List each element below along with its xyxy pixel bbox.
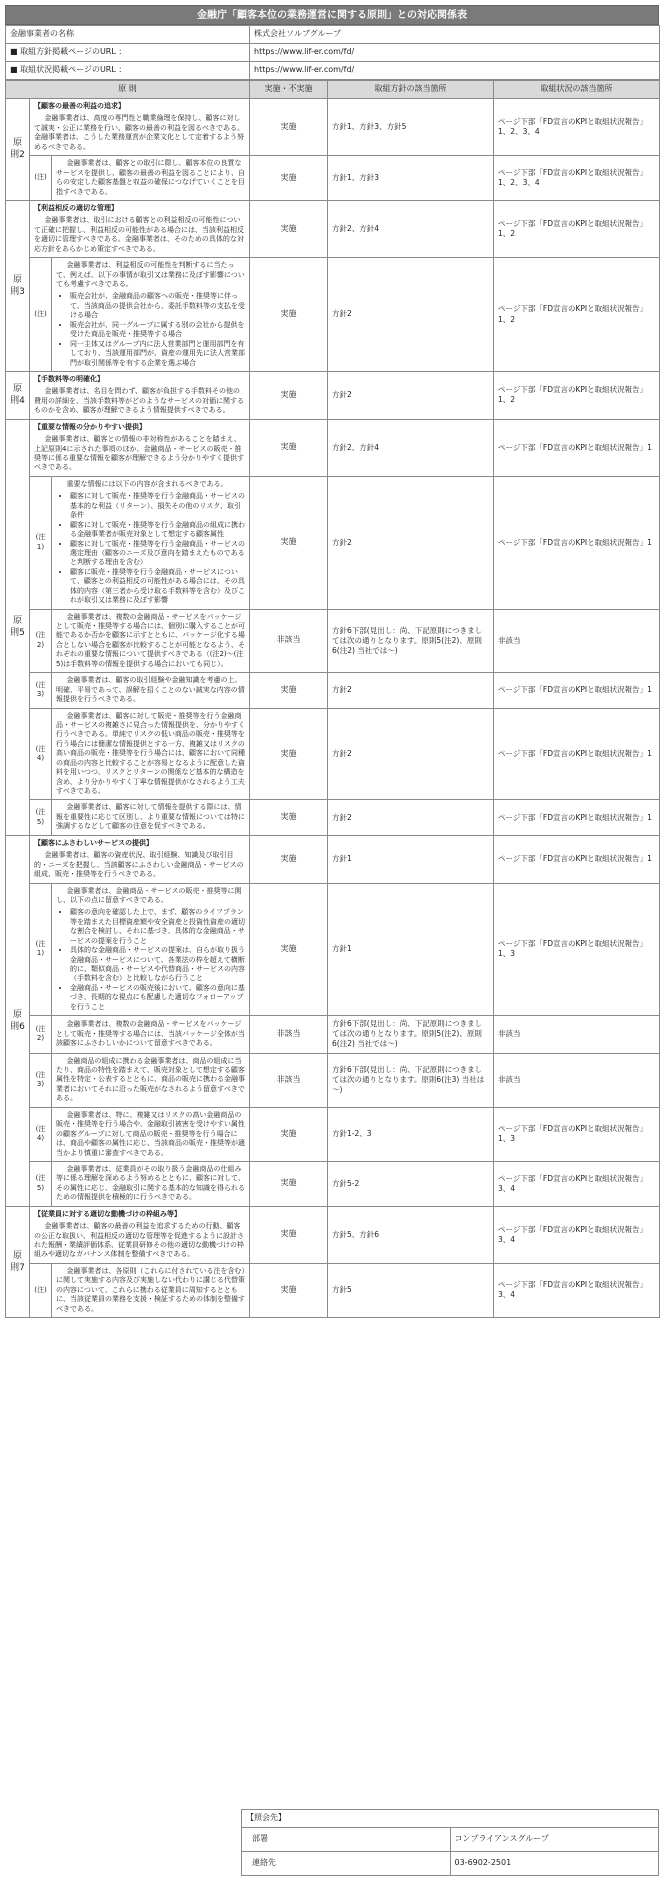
principle-text-cell [52, 258, 250, 372]
note-label: (注3) [30, 1053, 52, 1107]
principle-text-cell [52, 1053, 250, 1107]
impl-status: 実施 [250, 476, 328, 609]
status-reference: ページ下部「FD宣言のKPIと取組状況報告」1 [494, 800, 660, 835]
impl-status: 実施 [250, 371, 328, 419]
principle-text-cell [52, 1016, 250, 1053]
policy-reference: 方針5 [328, 1263, 494, 1317]
table-row [6, 609, 660, 673]
principle-body: 金融商品の組成に携わる金融事業者は、商品の組成に当たり、商品の特性を踏まえて、販売対象として想定する顧客属性を特定・公表するとともに、商品の販売に携わる金融事業者においてそれに沿った販売がなされるよう留意すべきである。 [56, 1056, 245, 1103]
impl-status: 実施 [250, 156, 328, 201]
principle-text-cell [30, 1206, 250, 1263]
table-row [6, 258, 660, 372]
contact-title: 【照会先】 [242, 1810, 659, 1828]
table-row [6, 200, 660, 257]
list-item: • 同一主体又はグループ内に法人営業部門と運用部門を有しており、当該運用部門が、資産の運用先に法人営業部門が取引関係等を有する企業を選ぶ場合 [70, 340, 245, 368]
policy-reference: 方針6下部(見出し：尚、下記原則につきましては次の通りとなります。原則5(注2)、原則6(注2) 当社では～) [328, 1016, 494, 1053]
note-label: (注5) [30, 1161, 52, 1206]
table-row [6, 708, 660, 800]
contact-tel-label: 連絡先 [242, 1852, 451, 1876]
status-reference: ページ下部「FD宣言のKPIと取組状況報告」1 [494, 476, 660, 609]
principle-group-label: 原則6 [6, 835, 30, 1206]
principle-text-cell [30, 419, 250, 476]
principle-body: 金融事業者は、利益相反の可能性を判断するに当たって、例えば、以下の事情が取引又は業務に及ぼす影響についても考慮すべきである。 [56, 261, 245, 288]
principle-group-label: 原則7 [6, 1206, 30, 1317]
status-reference: 非該当 [494, 1016, 660, 1053]
policy-reference: 方針2 [328, 708, 494, 800]
policy-reference: 方針2、方針4 [328, 200, 494, 257]
table-row [6, 371, 660, 419]
principle-body: 金融事業者は、名目を問わず、顧客が負担する手数料その他の費用の詳細を、当該手数料等がどのようなサービスの対価に関するものかを含め、顧客が理解できるよう情報提供すべきである。 [34, 387, 244, 415]
impl-status: 実施 [250, 1107, 328, 1161]
contact-title-row [242, 1810, 659, 1828]
table-row [6, 156, 660, 201]
principle-body: 重要な情報には以下の内容が含まれるべきである。 [66, 479, 228, 488]
table-body [6, 99, 660, 1318]
principle-body: 金融事業者は、顧客の取引経験や金融知識を考慮の上、明確、平易であって、誤解を招くことのない誠実な内容の情報提供を行うべきである。 [56, 676, 245, 704]
status-reference: 非該当 [494, 609, 660, 673]
policy-url-row [6, 44, 660, 62]
impl-status: 非該当 [250, 1016, 328, 1053]
policy-reference: 方針1-2、3 [328, 1107, 494, 1161]
principle-text-cell [52, 1107, 250, 1161]
table-row [6, 673, 660, 708]
header-status: 取組状況の該当箇所 [494, 81, 660, 99]
status-reference: ページ下部「FD宣言のKPIと取組状況報告」1、3 [494, 1107, 660, 1161]
policy-reference: 方針5-2 [328, 1161, 494, 1206]
principle-heading: 【手数料等の明確化】 [34, 374, 104, 383]
policy-reference: 方針2 [328, 673, 494, 708]
list-item: • 顧客に対して販売・推奨等を行う金融商品・サービスの基本的な利益（リターン）、損失その他のリスク、取引条件 [70, 492, 245, 520]
impl-status: 実施 [250, 673, 328, 708]
contact-tel-value: 03-6902-2501 [450, 1852, 659, 1876]
impl-status: 実施 [250, 1206, 328, 1263]
header-principle: 原 則 [6, 81, 250, 99]
status-reference: ページ下部「FD宣言のKPIと取組状況報告」1、2 [494, 200, 660, 257]
table-row [6, 1016, 660, 1053]
status-reference: ページ下部「FD宣言のKPIと取組状況報告」1、2、3、4 [494, 99, 660, 156]
principle-body: 金融事業者は、顧客の最善の利益を追求するための行動、顧客の公正な取扱い、利益相反の適切な管理等を促進するように設計された報酬・業績評価体系、従業員研修その他の適切な動機づけの枠組みや適切なガバナンス体制を整備すべきである。 [34, 1222, 244, 1259]
contact-dept-label: 部署 [242, 1828, 451, 1852]
note-label: (注4) [30, 708, 52, 800]
principle-body: 金融事業者は、顧客に対して情報を提供する際には、情報を重要性に応じて区別し、より重要な情報については特に強調するなどして顧客の注意を促すべきである。 [56, 803, 245, 831]
status-url-link[interactable]: https://www.lif-er.com/fd/ [250, 62, 660, 80]
principle-text-cell [52, 156, 250, 201]
principle-heading: 【顧客にふさわしいサービスの提供】 [34, 838, 153, 847]
contact-dept-value: コンプライアンスグループ [450, 1828, 659, 1852]
principles-table [5, 80, 660, 1318]
policy-reference: 方針6下部(見出し：尚、下記原則につきましては次の通りとなります。原則5(注2)、原則6(注2) 当社では～) [328, 609, 494, 673]
principle-text-cell [52, 476, 250, 609]
impl-status: 非該当 [250, 609, 328, 673]
list-item: • 顧客に販売・推奨等を行う金融商品・サービスについて、顧客との利益相反の可能性がある場合には、その具体的内容（第三者から受け取る手数料等を含む）及びこれが取引又は業務に及ぼす影響 [70, 568, 245, 606]
impl-status: 実施 [250, 708, 328, 800]
impl-status: 実施 [250, 99, 328, 156]
principle-item-list [56, 908, 245, 1012]
principle-text-cell [52, 800, 250, 835]
document [5, 5, 659, 1318]
status-reference: ページ下部「FD宣言のKPIと取組状況報告」1 [494, 835, 660, 883]
principle-body: 金融事業者は、特に、複雑又はリスクの高い金融商品の販売・推奨等を行う場合や、金融取引被害を受けやすい属性の顧客グループに対して商品の販売・推奨等を行う場合には、商品や顧客の属性に応じ、当該商品の販売・推奨等が適当かより慎重に審査すべきである。 [56, 1110, 245, 1157]
table-header-row [6, 81, 660, 99]
principle-body: 金融事業者は、顧客に対して販売・推奨等を行う金融商品・サービスの複雑さに見合った情報提供を、分かりやすく行うべきである。単純でリスクの低い商品の販売・推奨等を行う場合には簡潔な情報提供とする一方、複雑又はリスクの高い商品の販売・推奨等を行う場合には、顧客において同種の商品の内容と比較することが容易となるように配意した資料を用いつつ、リスクとリターンの関係など基本的な構造を含め、より分かりやすく丁寧な情報提供がなされるよう工夫すべきである。 [56, 711, 245, 795]
impl-status: 実施 [250, 800, 328, 835]
status-reference: ページ下部「FD宣言のKPIと取組状況報告」1、2 [494, 371, 660, 419]
note-label: (注3) [30, 673, 52, 708]
list-item: • 顧客に対して販売・推奨等を行う金融商品・サービスの選定理由（顧客のニーズ及び意向を踏まえたものであると判断する理由を含む） [70, 540, 245, 568]
principle-heading: 【利益相反の適切な管理】 [34, 203, 118, 212]
page-title: 金融庁「顧客本位の業務運営に関する原則」との対応関係表 [5, 5, 659, 25]
principle-heading: 【顧客の最善の利益の追求】 [34, 102, 125, 110]
policy-reference: 方針2 [328, 258, 494, 372]
note-label: (注4) [30, 1107, 52, 1161]
contact-tel-row [242, 1852, 659, 1876]
principle-body: 金融事業者は、各原則（これらに付されている注を含む）に関して実施する内容及び実施しない代わりに講じる代替策の内容について、これらに携わる従業員に周知するとともに、当該従業員の業務を支援・検証するための体制を整備すべきである。 [56, 1266, 245, 1313]
policy-url-link[interactable]: https://www.lif-er.com/fd/ [250, 44, 660, 62]
table-row [6, 1107, 660, 1161]
list-item: • 顧客の意向を確認した上で、まず、顧客のライフプラン等を踏まえた目標資産額や安全資産と投資性資産の適切な割合を検討し、それに基づき、具体的な金融商品・サービスの提案を行うこと [70, 908, 245, 946]
principle-group-label: 原則3 [6, 200, 30, 371]
principle-group-label: 原則5 [6, 419, 30, 835]
policy-reference: 方針1、方針3 [328, 156, 494, 201]
impl-status: 実施 [250, 835, 328, 883]
principle-group-label: 原則4 [6, 371, 30, 419]
principle-text-cell [52, 1263, 250, 1317]
principle-body: 金融事業者は、金融商品・サービスの販売・推奨等に関し、以下の点に留意すべきである。 [56, 886, 242, 904]
list-item: • 顧客に対して販売・推奨等を行う金融商品の組成に携わる金融事業者が販売対象として想定する顧客属性 [70, 521, 245, 540]
impl-status: 実施 [250, 258, 328, 372]
principle-body: 金融事業者は、顧客との情報の非対称性があることを踏まえ、上記原則4に示された事項のほか、金融商品・サービスの販売・推奨等に係る重要な情報を顧客が理解できるよう分かりやすく提供すべきである。 [34, 435, 244, 472]
principle-heading: 【重要な情報の分かりやすい提供】 [34, 422, 146, 431]
principle-body: 金融事業者は、従業員がその取り扱う金融商品の仕組み等に係る理解を深めるよう努めるとともに、顧客に対して、その属性に応じ、金融取引に関する基本的な知識を得られるための情報提供を積極的に行うべきである。 [56, 1164, 245, 1202]
note-label: (注) [30, 156, 52, 201]
policy-reference: 方針6下部(見出し：尚、下記原則につきましては次の通りとなります。原則6(注3) 当社は～) [328, 1053, 494, 1107]
principle-item-list [56, 292, 245, 368]
note-label: (注1) [30, 476, 52, 609]
principle-body: 金融事業者は、複数の金融商品・サービスをパッケージとして販売・推奨等する場合には、個別に購入することが可能であるか否かを顧客に示すとともに、パッケージ化する場合としない場合を顧客が比較することが可能となるよう、それぞれの重要な情報について提供すべきである（(注2)～(注5)は手数料等の情報を提供する場合においても同じ）。 [56, 612, 245, 668]
status-reference: ページ下部「FD宣言のKPIと取組状況報告」1、3 [494, 883, 660, 1016]
principle-body: 金融事業者は、複数の金融商品・サービスをパッケージとして販売・推奨等する場合には、当該パッケージ全体が当該顧客にふさわしいかについて留意すべきである。 [56, 1020, 245, 1048]
info-table [5, 25, 660, 80]
principle-item-list [56, 492, 245, 605]
principle-text-cell [30, 835, 250, 883]
principle-text-cell [30, 200, 250, 257]
table-row [6, 1053, 660, 1107]
table-row [6, 1161, 660, 1206]
principle-text-cell [52, 1161, 250, 1206]
status-reference: ページ下部「FD宣言のKPIと取組状況報告」3、4 [494, 1263, 660, 1317]
policy-reference: 方針1、方針3、方針5 [328, 99, 494, 156]
table-row [6, 419, 660, 476]
impl-status: 実施 [250, 1161, 328, 1206]
company-label: 金融事業者の名称 [6, 26, 250, 44]
table-row [6, 835, 660, 883]
principle-text-cell [30, 371, 250, 419]
status-reference: ページ下部「FD宣言のKPIと取組状況報告」1、2 [494, 258, 660, 372]
table-row [6, 1263, 660, 1317]
policy-reference: 方針2 [328, 476, 494, 609]
principle-body: 金融事業者は、顧客の資産状況、取引経験、知識及び取引目的・ニーズを把握し、当該顧客にふさわしい金融商品・サービスの組成、販売・推奨等を行うべきである。 [34, 851, 244, 879]
policy-reference: 方針2、方針4 [328, 419, 494, 476]
principle-text-cell [52, 883, 250, 1016]
principle-group-label: 原則2 [6, 99, 30, 201]
company-value: 株式会社ソルブグループ [250, 26, 660, 44]
table-row [6, 99, 660, 156]
header-impl: 実施・不実施 [250, 81, 328, 99]
principle-text-cell [52, 609, 250, 673]
status-reference: ページ下部「FD宣言のKPIと取組状況報告」3、4 [494, 1161, 660, 1206]
status-url-label: ■ 取組状況掲載ページのURL ： [6, 62, 250, 80]
note-label: (注1) [30, 883, 52, 1016]
policy-reference: 方針1 [328, 883, 494, 1016]
status-reference: ページ下部「FD宣言のKPIと取組状況報告」1 [494, 708, 660, 800]
list-item: • 具体的な金融商品・サービスの提案は、自らが取り扱う金融商品・サービスについて、各業法の枠を超えて横断的に、類似商品・サービスや代替商品・サービスの内容（手数料を含む）と比較しながら行うこと [70, 946, 245, 984]
policy-reference: 方針2 [328, 800, 494, 835]
principle-body: 金融事業者は、顧客との取引に際し、顧客本位の良質なサービスを提供し、顧客の最善の利益を図ることにより、自らの安定した顧客基盤と収益の確保につなげていくことを目指すべきである。 [56, 159, 245, 196]
table-row [6, 800, 660, 835]
status-url-row [6, 62, 660, 80]
note-label: (注) [30, 258, 52, 372]
impl-status: 実施 [250, 200, 328, 257]
impl-status: 実施 [250, 883, 328, 1016]
list-item: • 販売会社が、金融商品の顧客への販売・推奨等に伴って、当該商品の提供会社から、委託手数料等の支払を受ける場合 [70, 292, 245, 320]
note-label: (注2) [30, 609, 52, 673]
contact-box [241, 1809, 659, 1876]
policy-url-label: ■ 取組方針掲載ページのURL ： [6, 44, 250, 62]
contact-dept-row [242, 1828, 659, 1852]
note-label: (注2) [30, 1016, 52, 1053]
principle-text-cell [52, 708, 250, 800]
table-row [6, 476, 660, 609]
principle-heading: 【従業員に対する適切な動機づけの枠組み等】 [34, 1209, 181, 1218]
status-reference: ページ下部「FD宣言のKPIと取組状況報告」3、4 [494, 1206, 660, 1263]
company-row [6, 26, 660, 44]
impl-status: 実施 [250, 1263, 328, 1317]
table-row [6, 883, 660, 1016]
note-label: (注5) [30, 800, 52, 835]
note-label: (注) [30, 1263, 52, 1317]
principle-body: 金融事業者は、取引における顧客との利益相反の可能性について正確に把握し、利益相反の可能性がある場合には、当該利益相反を適切に管理すべきである。金融事業者は、そのための具体的な対応方針をあらかじめ策定すべきである。 [34, 216, 244, 253]
status-reference: 非該当 [494, 1053, 660, 1107]
principle-text-cell [30, 99, 250, 156]
policy-reference: 方針5、方針6 [328, 1206, 494, 1263]
status-reference: ページ下部「FD宣言のKPIと取組状況報告」1、2、3、4 [494, 156, 660, 201]
impl-status: 非該当 [250, 1053, 328, 1107]
table-row [6, 1206, 660, 1263]
principle-text-cell [52, 673, 250, 708]
impl-status: 実施 [250, 419, 328, 476]
status-reference: ページ下部「FD宣言のKPIと取組状況報告」1 [494, 673, 660, 708]
list-item: • 販売会社が、同一グループに属する別の会社から提供を受けた商品を販売・推奨等する場合 [70, 321, 245, 340]
policy-reference: 方針2 [328, 371, 494, 419]
policy-reference: 方針1 [328, 835, 494, 883]
header-policy: 取組方針の該当箇所 [328, 81, 494, 99]
principle-body: 金融事業者は、高度の専門性と職業倫理を保持し、顧客に対して誠実・公正に業務を行い、顧客の最善の利益を図るべきである。金融事業者は、こうした業務運営が企業文化として定着するよう努めるべきである。 [34, 114, 244, 151]
list-item: • 金融商品・サービスの販売後において、顧客の意向に基づき、長期的な視点にも配慮した適切なフォローアップを行うこと [70, 984, 245, 1012]
status-reference: ページ下部「FD宣言のKPIと取組状況報告」1 [494, 419, 660, 476]
